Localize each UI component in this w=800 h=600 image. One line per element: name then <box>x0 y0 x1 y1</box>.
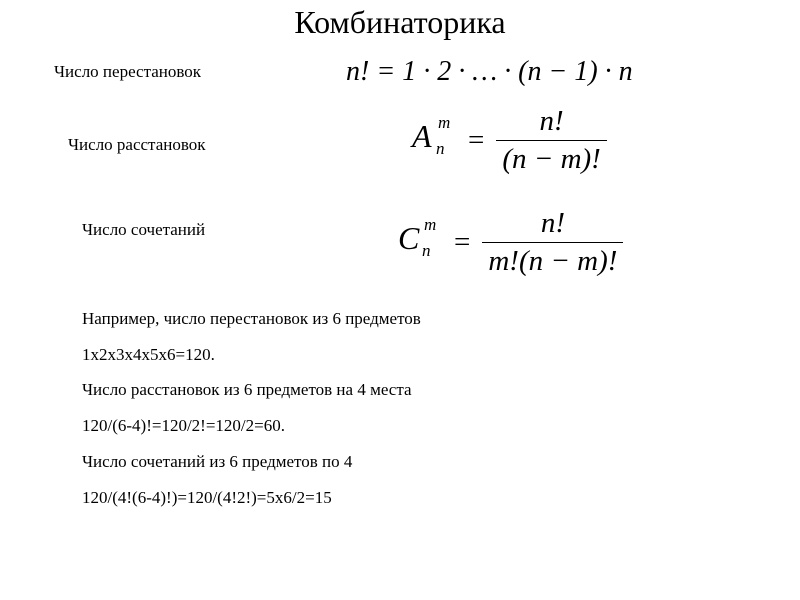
example-line: Число сочетаний из 6 предметов по 4 <box>82 452 353 471</box>
arrangements-formula <box>412 100 607 180</box>
example-line: 1x2x3x4x5x6=120. <box>82 345 215 364</box>
arrangements-equals: = <box>468 123 485 156</box>
example-line: 120/(4!(6-4)!)=120/(4!2!)=5x6/2=15 <box>82 488 332 507</box>
combinations-symbol-sub: n <box>422 241 431 260</box>
arrangements-symbol <box>412 113 456 160</box>
combinations-symbol-sup: m <box>424 215 437 234</box>
permutations-formula: n! = 1 · 2 · … · (n − 1) · n <box>346 56 633 87</box>
arrangements-symbol-sub: n <box>436 139 445 158</box>
permutations-label: Число перестановок <box>54 62 202 81</box>
combinations-denominator: m!(n − m)! <box>482 242 623 276</box>
slide-title: Комбинаторика <box>294 4 506 40</box>
combinations-numerator: n! <box>540 206 565 239</box>
example-line: 120/(6-4)!=120/2!=120/2=60. <box>82 416 285 435</box>
combinations-symbol-base: C <box>398 220 420 256</box>
arrangements-denominator: (n − m)! <box>496 140 606 174</box>
arrangements-fraction <box>496 104 606 175</box>
combinations-fraction <box>482 206 623 277</box>
combinations-label: Число сочетаний <box>82 220 206 239</box>
arrangements-symbol-base: A <box>412 118 432 154</box>
example-line: Число расстановок из 6 предметов на 4 места <box>82 380 412 399</box>
arrangements-label: Число расстановок <box>68 135 206 154</box>
combinations-symbol <box>398 215 442 262</box>
combinations-equals: = <box>454 225 471 258</box>
arrangements-symbol-sup: m <box>438 113 451 132</box>
example-line: Например, число перестановок из 6 предметов <box>82 309 421 328</box>
arrangements-numerator: n! <box>539 104 564 137</box>
combinations-formula <box>398 198 623 286</box>
